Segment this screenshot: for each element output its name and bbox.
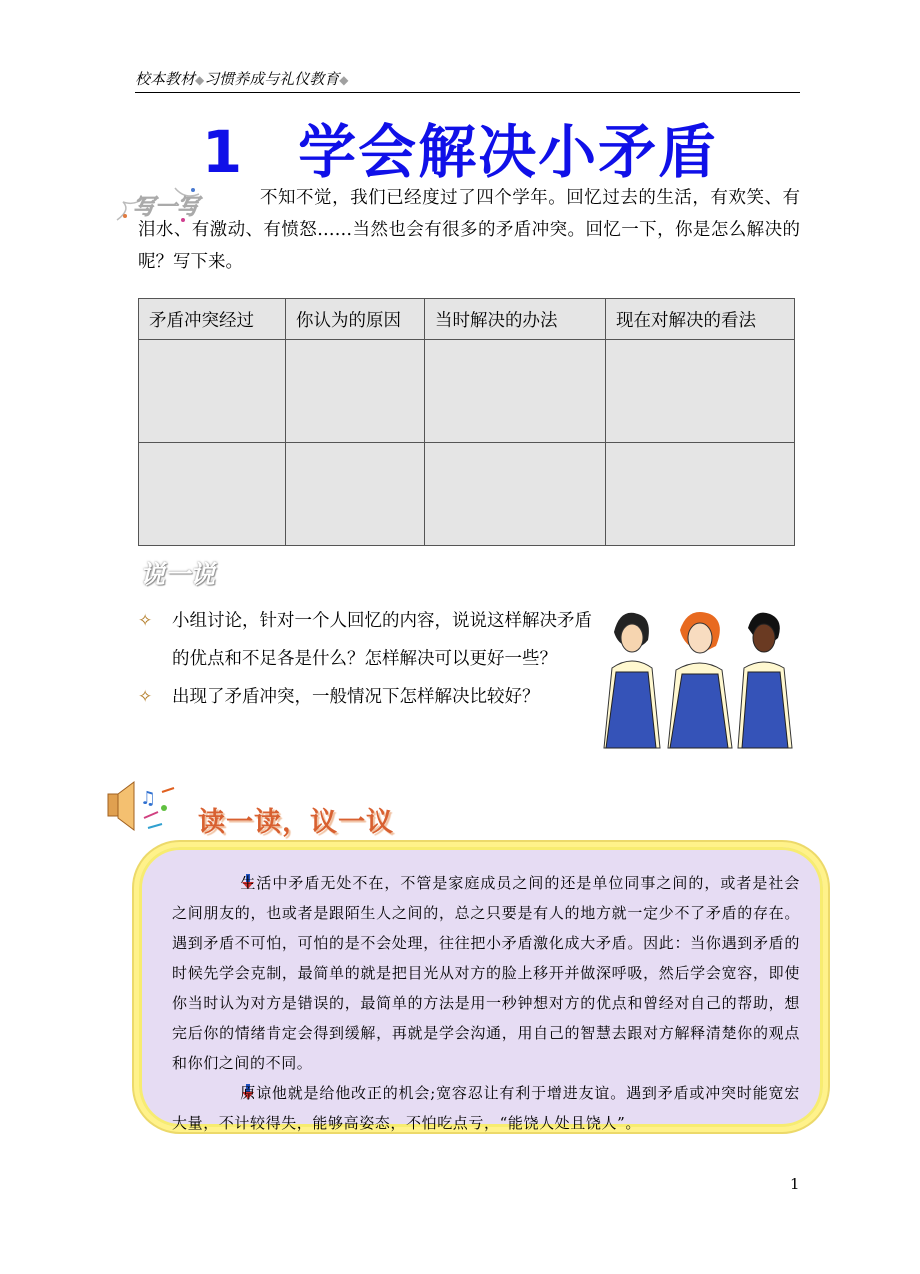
header-part1: 校本教材 bbox=[135, 70, 196, 88]
table-row bbox=[139, 443, 795, 546]
arrow-bullet-icon bbox=[206, 870, 222, 886]
discuss-list bbox=[138, 602, 598, 716]
diamond-icon: ◆ bbox=[195, 73, 205, 87]
header-part2: 习惯养成与礼仪教育 bbox=[204, 70, 340, 88]
reading-paragraph bbox=[172, 868, 800, 1078]
table-cell[interactable] bbox=[606, 340, 795, 443]
star-bullet-icon: ✧ bbox=[138, 611, 153, 631]
table-cell[interactable] bbox=[425, 443, 606, 546]
page-number: 1 bbox=[790, 1175, 800, 1193]
lesson-title: 学会解决小矛盾 bbox=[298, 118, 719, 186]
table-cell[interactable] bbox=[286, 340, 425, 443]
table-header-cell: 你认为的原因 bbox=[286, 299, 425, 340]
students-illustration bbox=[598, 608, 794, 750]
intro-paragraph bbox=[138, 182, 800, 278]
svg-text:♫: ♫ bbox=[140, 788, 157, 809]
diamond-icon: ◆ bbox=[339, 73, 349, 87]
table-header-cell: 现在对解决的看法 bbox=[606, 299, 795, 340]
arrow-bullet-icon bbox=[206, 1080, 222, 1096]
reading-text bbox=[172, 868, 800, 1138]
table-header-cell: 矛盾冲突经过 bbox=[139, 299, 286, 340]
table-cell[interactable] bbox=[606, 443, 795, 546]
speaker-music-icon bbox=[104, 778, 186, 836]
table-cell[interactable] bbox=[425, 340, 606, 443]
reading-paragraph-text: 原谅他就是给他改正的机会;宽容忍让有利于增进友谊。遇到矛盾或冲突时能宽宏大量，不计较得失，能够高姿态，不怕吃点亏，“能饶人处且饶人”。 bbox=[172, 1084, 800, 1132]
list-item-text: 小组讨论，针对一个人回忆的内容，说说这样解决矛盾的优点和不足各是什么？怎样解决可以更好一些？ bbox=[172, 611, 592, 669]
table-cell[interactable] bbox=[139, 443, 286, 546]
reading-paragraph bbox=[172, 1078, 800, 1138]
table-header-row bbox=[139, 299, 795, 340]
read-heading: 读一读，议一议 bbox=[198, 807, 394, 838]
reading-paragraph-text: 生活中矛盾无处不在，不管是家庭成员之间的还是单位同事之间的，或者是社会之间朋友的，也或者是跟陌生人之间的，总之只要是有人的地方就一定少不了矛盾的存在。遇到矛盾不可怕，可怕的是不会处理，往往把小矛盾激化成大矛盾。因此：当你遇到矛盾的时候先学会克制，最简单的就是把目光从对方的脸上移开并做深呼吸，然后学会宽容，即使你当时认为对方是错误的，最简单的方法是用一秒钟想对方的优点和曾经对自己的帮助，想完后你的情绪肯定会得到缓解，再就是学会沟通，用自己的智慧去跟对方解释清楚你的观点和你们之间的不同。 bbox=[172, 874, 800, 1072]
list-item bbox=[138, 602, 598, 678]
table-cell[interactable] bbox=[286, 443, 425, 546]
page-header bbox=[135, 68, 800, 93]
table-cell[interactable] bbox=[139, 340, 286, 443]
discuss-heading: 说一说 bbox=[140, 560, 216, 589]
page-title bbox=[0, 105, 920, 189]
star-bullet-icon: ✧ bbox=[138, 687, 153, 707]
list-item-text: 出现了矛盾冲突，一般情况下怎样解决比较好？ bbox=[172, 687, 540, 707]
conflict-table bbox=[138, 298, 795, 546]
lesson-number: 1 bbox=[201, 118, 245, 186]
intro-text: 不知不觉，我们已经度过了四个学年。回忆过去的生活，有欢笑、有泪水、有激动、有愤怒……当然也会有很多的矛盾冲突。回忆一下，你是怎么解决的呢？写下来。 bbox=[138, 188, 800, 272]
list-item bbox=[138, 678, 598, 716]
table-header-cell: 当时解决的办法 bbox=[425, 299, 606, 340]
table-row bbox=[139, 340, 795, 443]
badge-label: 写一写 bbox=[133, 195, 200, 220]
